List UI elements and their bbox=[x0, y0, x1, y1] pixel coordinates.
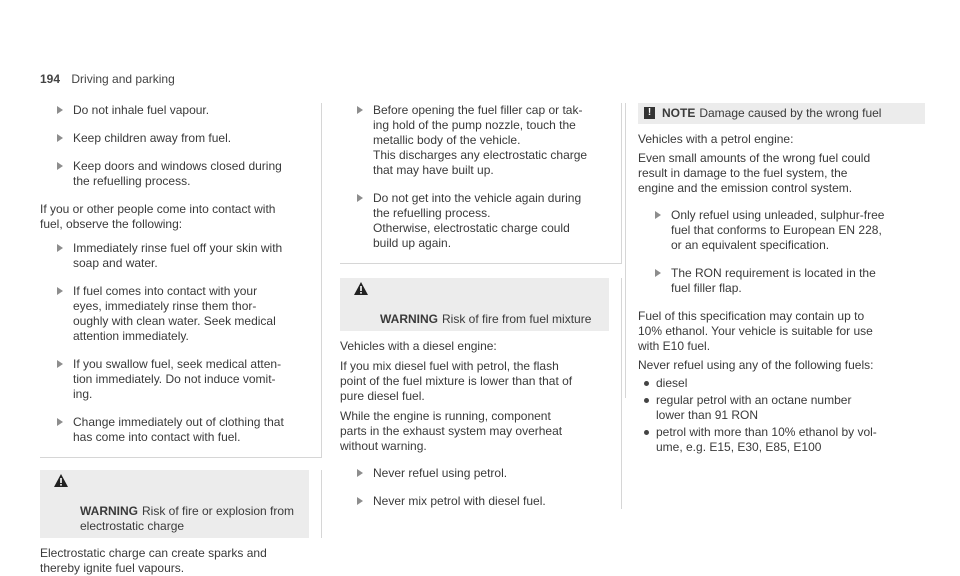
list-item-text: Only refuel using unleaded, sulphur-free fuel that conforms to European EN 228, or an equivalent specification. bbox=[671, 208, 885, 252]
round-bullet-icon bbox=[644, 430, 649, 435]
triangle-bullet-icon bbox=[57, 360, 63, 368]
list-item bbox=[638, 393, 925, 423]
list-item-text: If you swallow fuel, seek medical atten- tion immediately. Do not induce vomit- ing. bbox=[73, 357, 282, 401]
section-title: Driving and parking bbox=[71, 72, 175, 86]
triangle-bullet-icon bbox=[655, 211, 661, 219]
list-item bbox=[340, 494, 609, 509]
list-item-text: Change immediately out of clothing that has come into contact with fuel. bbox=[73, 415, 284, 444]
list-item-text: diesel bbox=[656, 376, 688, 390]
triangle-bullet-icon bbox=[57, 287, 63, 295]
note-paragraph: Fuel of this specification may contain up to 10% ethanol. Your vehicle is suitable for use with E10 fuel. bbox=[638, 309, 873, 353]
triangle-bullet-icon bbox=[357, 469, 363, 477]
triangle-bullet-icon bbox=[57, 134, 63, 142]
page-header bbox=[40, 72, 175, 87]
list-item bbox=[638, 208, 925, 253]
list-item-text: Never refuel using petrol. bbox=[373, 466, 508, 480]
list-item-text: Do not inhale fuel vapour. bbox=[73, 103, 210, 117]
page-number: 194 bbox=[40, 72, 61, 86]
list-item bbox=[40, 241, 309, 271]
list-item bbox=[40, 103, 309, 118]
list-item bbox=[638, 266, 925, 296]
warning-header bbox=[340, 278, 609, 331]
note-exclamation-icon: ! bbox=[644, 107, 655, 119]
list-item bbox=[340, 191, 609, 251]
list-item bbox=[40, 159, 309, 189]
column-1 bbox=[40, 103, 322, 575]
round-bullet-icon bbox=[644, 398, 649, 403]
column-1-body bbox=[40, 103, 322, 458]
note-header bbox=[638, 103, 925, 124]
triangle-bullet-icon bbox=[357, 497, 363, 505]
triangle-bullet-icon bbox=[57, 106, 63, 114]
column-2 bbox=[340, 103, 622, 509]
note-title: Damage caused by the wrong fuel bbox=[699, 106, 882, 120]
warning-body: Electrostatic charge can create sparks and thereby ignite fuel vapours. bbox=[40, 546, 267, 575]
column-3 bbox=[625, 103, 925, 454]
warning-box-electrostatic bbox=[40, 470, 322, 575]
list-item bbox=[340, 466, 609, 481]
list-item bbox=[40, 357, 309, 402]
list-item bbox=[638, 425, 925, 455]
warning-triangle-icon bbox=[354, 282, 368, 295]
note-paragraph: Even small amounts of the wrong fuel could result in damage to the fuel system, the engine and the emission control system. bbox=[638, 151, 871, 195]
list-item-text: regular petrol with an octane number lower than 91 RON bbox=[656, 393, 852, 422]
triangle-bullet-icon bbox=[357, 106, 363, 114]
list-item-text: Never mix petrol with diesel fuel. bbox=[373, 494, 546, 508]
triangle-bullet-icon bbox=[655, 269, 661, 277]
intro-paragraph: If you or other people come into contact with fuel, observe the following: bbox=[40, 202, 276, 231]
list-item bbox=[40, 284, 309, 344]
note-box-wrong-fuel bbox=[625, 103, 925, 454]
column-2-body bbox=[340, 103, 622, 264]
list-item-text: Keep doors and windows closed during the refuelling process. bbox=[73, 159, 282, 188]
note-paragraph: Vehicles with a petrol engine: bbox=[638, 132, 794, 146]
note-label: NOTE bbox=[662, 106, 696, 120]
warning-label: WARNING bbox=[380, 312, 438, 326]
warning-box-fuel-mixture bbox=[340, 278, 622, 509]
triangle-bullet-icon bbox=[57, 244, 63, 252]
warning-paragraph: Vehicles with a diesel engine: bbox=[340, 339, 497, 353]
warning-title: Risk of fire from fuel mixture bbox=[442, 312, 592, 326]
list-item bbox=[40, 415, 309, 445]
list-item-text: Immediately rinse fuel off your skin with soap and water. bbox=[73, 241, 283, 270]
warning-header bbox=[40, 470, 309, 538]
warning-paragraph: While the engine is running, component parts in the exhaust system may overheat without warning. bbox=[340, 409, 563, 453]
list-item bbox=[40, 131, 309, 146]
list-item-text: petrol with more than 10% ethanol by vol- ume, e.g. E15, E30, E85, E100 bbox=[656, 425, 877, 454]
round-bullet-icon bbox=[644, 381, 649, 386]
list-item bbox=[340, 103, 609, 178]
list-item bbox=[638, 376, 925, 391]
triangle-bullet-icon bbox=[57, 418, 63, 426]
warning-paragraph: If you mix diesel fuel with petrol, the flash point of the fuel mixture is lower than that of pure diesel fuel. bbox=[340, 359, 573, 403]
list-item-text: Keep children away from fuel. bbox=[73, 131, 232, 145]
warning-label: WARNING bbox=[80, 504, 138, 518]
triangle-bullet-icon bbox=[57, 162, 63, 170]
triangle-bullet-icon bbox=[357, 194, 363, 202]
list-item-text: Before opening the fuel filler cap or tak- ing hold of the pump nozzle, touch the metallic body of the vehicle. This discharges any electrostatic charge that may have built up. bbox=[373, 103, 588, 177]
list-item-text: If fuel comes into contact with your eyes, immediately rinse them thor- oughly with clean water. Seek medical attention immediately. bbox=[73, 284, 276, 343]
list-item-text: The RON requirement is located in the fuel filler flap. bbox=[671, 266, 876, 295]
note-paragraph: Never refuel using any of the following fuels: bbox=[638, 358, 874, 372]
warning-triangle-icon bbox=[54, 474, 68, 487]
list-item-text: Do not get into the vehicle again during the refuelling process. Otherwise, electrostatic charge could build up again. bbox=[373, 191, 582, 250]
warning-title: Risk of fire or explosion from electrostatic charge bbox=[80, 504, 295, 533]
